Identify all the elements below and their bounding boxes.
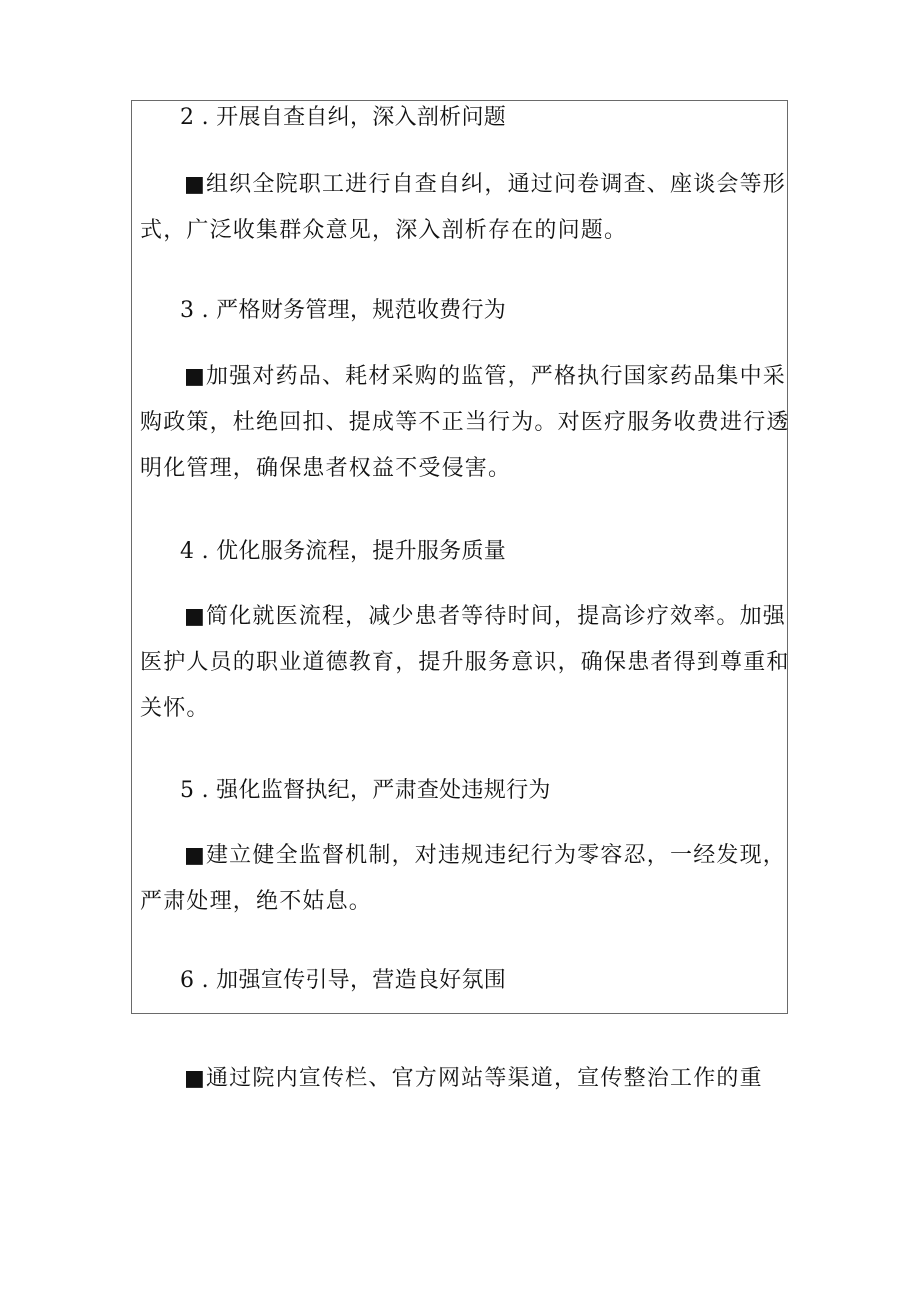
section-heading-3: 3 . 严格财务管理，规范收费行为 xyxy=(180,298,507,323)
section-body-5: ■建立健全监督机制，对违规违纪行为零容忍，一经发现，严肃处理，绝不姑息。 xyxy=(140,843,786,914)
section-heading-5: 5 . 强化监督执纪，严肃查处违规行为 xyxy=(180,778,551,803)
trailing-paragraph: ■通过院内宣传栏、官方网站等渠道，宣传整治工作的重 xyxy=(184,1066,763,1091)
section-heading-4: 4 . 优化服务流程，提升服务质量 xyxy=(180,539,507,564)
section-heading-2: 2 . 开展自查自纠，深入剖析问题 xyxy=(180,105,507,130)
section-body-4: ■简化就医流程，减少患者等待时间，提高诊疗效率。加强医护人员的职业道德教育，提升服务意识，确保患者得到尊重和关怀。 xyxy=(140,604,790,721)
section-body-2: ■组织全院职工进行自查自纠，通过问卷调查、座谈会等形式，广泛收集群众意见，深入剖析存在的问题。 xyxy=(140,172,786,243)
section-heading-6: 6 . 加强宣传引导，营造良好氛围 xyxy=(180,968,507,993)
section-body-3: ■加强对药品、耗材采购的监管，严格执行国家药品集中采购政策，杜绝回扣、提成等不正当行为。对医疗服务收费进行透明化管理，确保患者权益不受侵害。 xyxy=(140,364,790,481)
